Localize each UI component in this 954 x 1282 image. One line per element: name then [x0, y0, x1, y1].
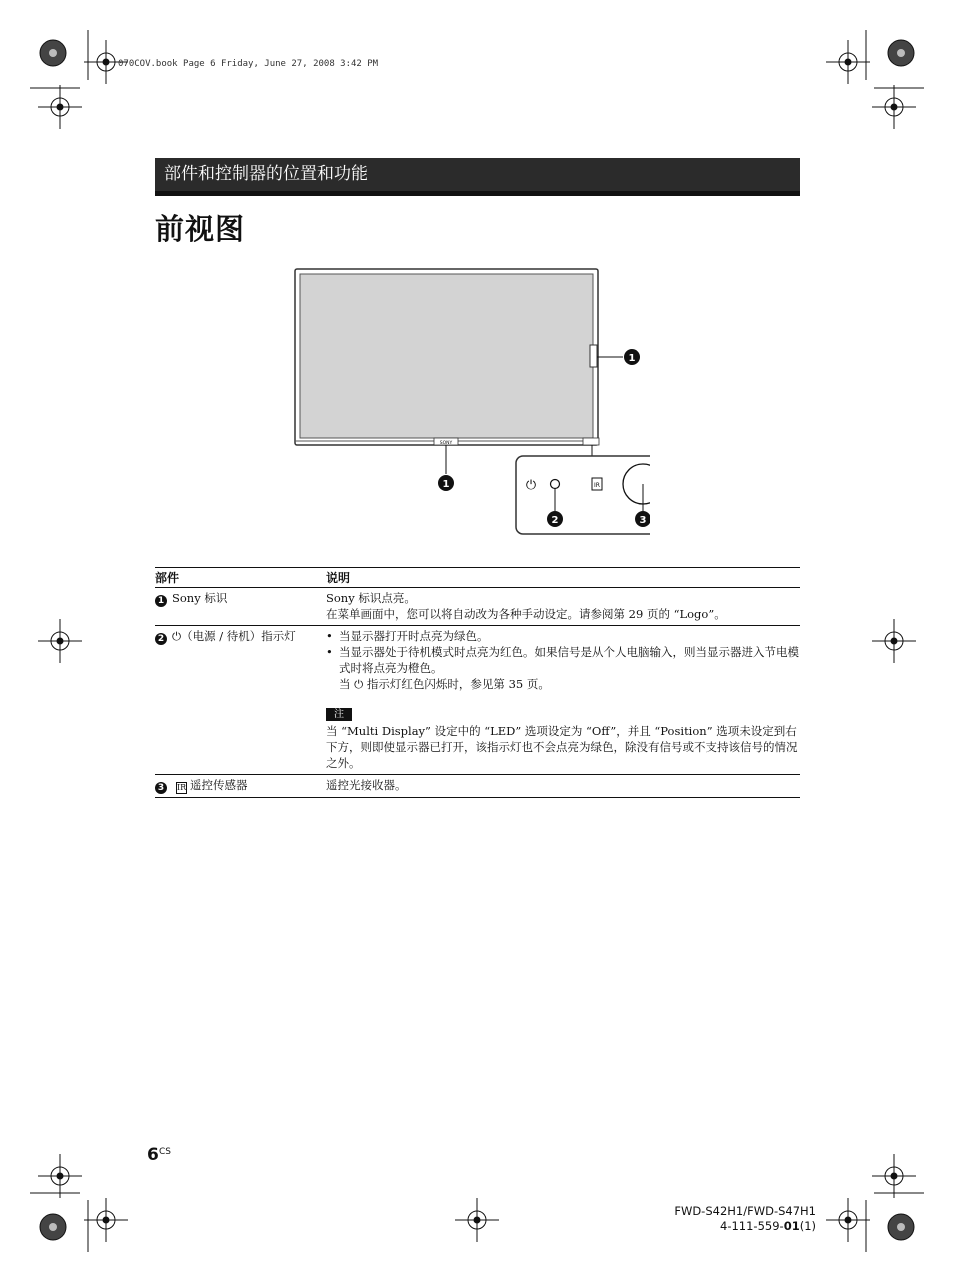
bullet-item: • 当显示器打开时点亮为绿色。 [326, 628, 800, 644]
note-text: 当 “Multi Display” 设定中的 “LED” 选项设定为 “Off”，并且 “Position” 选项未设定到右下方，则即使显示器已打开，该指示灯也不会点亮为绿色，除没有信号或不支持该信号的情况之外。 [326, 724, 798, 770]
document-code: 4-111-559-01(1) [720, 1219, 816, 1233]
part-name: Sony 标识 [172, 591, 228, 605]
svg-text:1: 1 [628, 353, 636, 364]
ir-icon: IR [177, 783, 187, 792]
item-number-badge: 2 [155, 633, 167, 645]
desc-cell [326, 588, 800, 626]
table-row [155, 775, 800, 798]
model-number: FWD-S42H1/FWD-S47H1 [674, 1204, 816, 1218]
svg-text:1: 1 [442, 479, 450, 490]
page-language-suffix: CS [159, 1147, 171, 1157]
desc-cell [326, 626, 800, 775]
indicator-plate [583, 438, 599, 445]
table-row [155, 626, 800, 775]
header-desc: 说明 [326, 568, 800, 588]
model-footer [674, 1204, 816, 1234]
table-header-row [155, 568, 800, 588]
side-logo-panel [590, 345, 597, 367]
power-icon: ⏻ [354, 677, 364, 691]
part-name: （电源 / 待机）指示灯 [181, 629, 296, 643]
section-underline [155, 191, 800, 196]
item-number-badge: 3 [155, 782, 167, 794]
corner-top-right [826, 30, 924, 129]
svg-text:3: 3 [639, 515, 647, 526]
monitor-screen [300, 274, 593, 438]
svg-text:IR: IR [594, 482, 600, 489]
corner-bottom-left [30, 1154, 128, 1252]
section-title-bar [155, 158, 800, 191]
section-title: 部件和控制器的位置和功能 [164, 164, 368, 184]
bullet-item: • 当显示器处于待机模式时点亮为红色。如果信号是从个人电脑输入，则当显示器进入节电模式时将点亮为橙色。 当 ⏻ 指示灯红色闪烁时，参见第 35 页。 [326, 644, 800, 692]
part-cell [155, 626, 326, 775]
part-cell [155, 588, 326, 626]
header-part: 部件 [155, 568, 326, 588]
parts-table [155, 567, 800, 798]
part-cell [155, 775, 326, 798]
desc-bullets [326, 628, 800, 692]
power-icon: ⏻ [172, 629, 182, 643]
item-number-badge: 1 [155, 595, 167, 607]
power-icon: ⏻ [525, 478, 537, 493]
svg-text:2: 2 [551, 515, 559, 526]
sony-logo-text: SONY [439, 441, 453, 446]
note-label: 注 [326, 708, 352, 721]
corner-top-left [30, 30, 128, 129]
table-row [155, 588, 800, 626]
corner-bottom-right [826, 1154, 924, 1252]
part-name: 遥控传感器 [190, 778, 248, 792]
desc-line: Sony 标识点亮。 [326, 591, 416, 605]
desc-line: 在菜单画面中，您可以将自动改为各种手动设定。请参阅第 29 页的 “Logo”。 [326, 607, 726, 621]
page-number: 6 [147, 1145, 159, 1165]
front-view-diagram [290, 264, 650, 539]
desc-cell: 遥控光接收器。 [326, 775, 800, 798]
page-title: 前视图 [155, 212, 246, 246]
bottom-center-mark [455, 1198, 499, 1242]
print-header: 070COV.book Page 6 Friday, June 27, 2008 3:42 PM [118, 59, 379, 69]
